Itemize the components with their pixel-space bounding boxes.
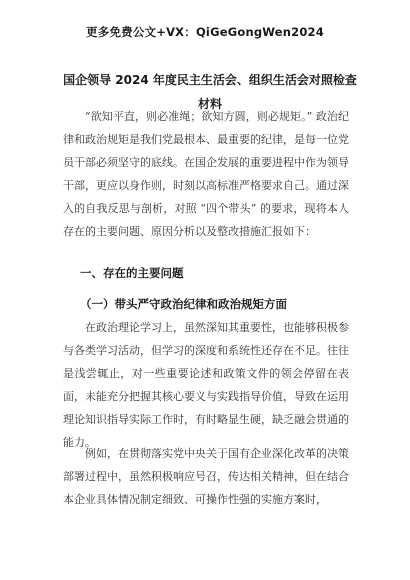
section-heading-problems: 一、存在的主要问题 [80, 266, 184, 280]
body-paragraph-example: 例如，在贯彻落实党中央关于国有企业深化改革的决策部署过程中，虽然积极响应号召，传达相关精神，但在结合本企业具体情况制定细致、可操作性强的实施方案时， [63, 447, 349, 506]
subsection-heading-political-discipline: （一）带头严守政治纪律和政治规矩方面 [80, 297, 287, 311]
document-title: 国企领导 2024 年度民主生活会、组织生活会对照检查材料 [63, 73, 357, 111]
intro-paragraph: “欲知平直，则必准绳；欲知方圆，则必规矩。” 政治纪律和政治规矩是我们党最根本、最重要的纪律，是每一位党员干部必须坚守的底线。在国企发展的重要进程中作为领导干部，更应以身作则，时刻以高标准严格要求自己。通过深入的自我反思与剖析，对照 “四个带头” 的要求，现将本人存在的主要问题、原因分析以及整改措施汇报如下： [63, 110, 349, 238]
promo-banner: 更多免费公文+VX：QiGeGongWen2024 [86, 25, 324, 39]
body-paragraph: 在政治理论学习上，虽然深知其重要性，也能够积极参与各类学习活动，但学习的深度和系统性还存在不足。往往是浅尝辄止，对一些重要论述和政策文件的领会停留在表面，未能充分把握其核心要义与实践指导价值，导致在运用理论知识指导实际工作时，有时略显生硬，缺乏融会贯通的能力。 [63, 321, 349, 449]
